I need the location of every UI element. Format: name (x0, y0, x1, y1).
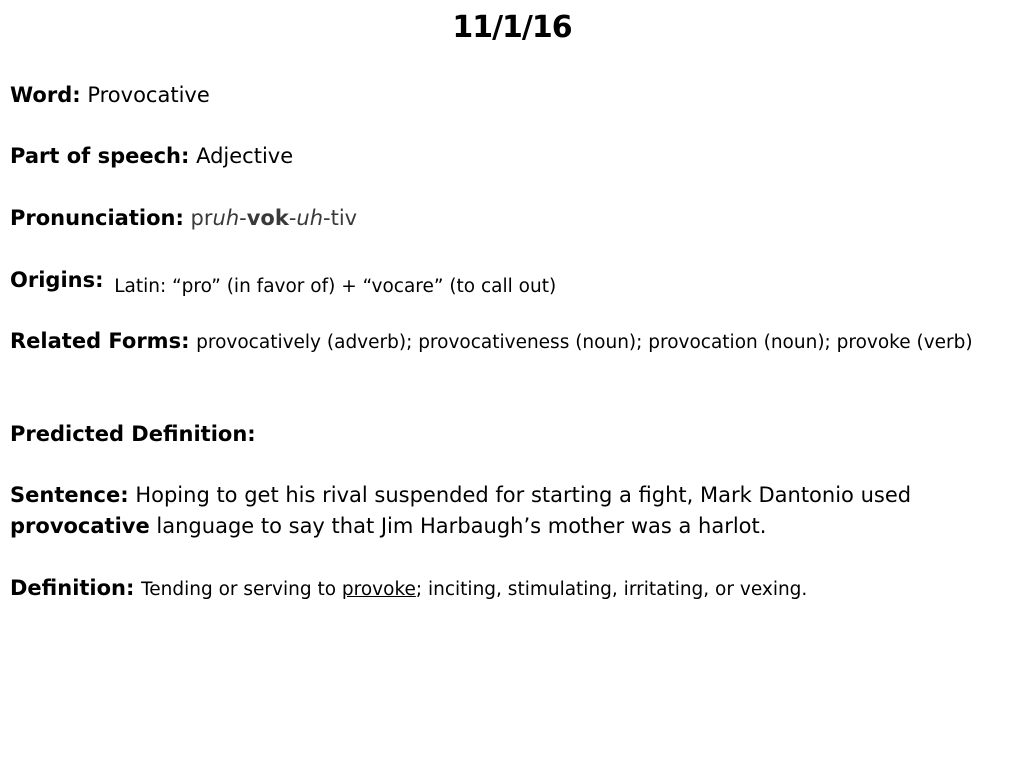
definition-label: Definition: (10, 576, 135, 600)
origins-value: Latin: “pro” (in favor of) + “vocare” (to call out) (114, 276, 557, 297)
pron-part-stressed: vok (246, 206, 289, 230)
definition-text (141, 579, 807, 600)
definition-text-after: ; inciting, stimulating, irritating, or vexing. (415, 579, 808, 600)
sentence-row (10, 480, 1015, 542)
related-forms-label: Related Forms: (10, 329, 190, 353)
pron-part: - (239, 206, 247, 230)
word-label: Word: (10, 83, 81, 107)
sentence-text-after: language to say that Jim Harbaugh’s mother was a harlot. (156, 514, 767, 538)
pronunciation-row (10, 203, 1015, 234)
related-forms-row (10, 326, 1015, 358)
related-forms-value: provocatively (adverb); provocativeness (noun); provocation (noun); provoke (verb) (196, 332, 973, 353)
origins-label: Origins: (10, 268, 104, 292)
definition-text-before: Tending or serving to (141, 579, 337, 600)
pron-part-unstressed: uh (212, 206, 240, 230)
pron-part-unstressed: uh (296, 206, 324, 230)
predicted-definition-label: Predicted Definition: (10, 422, 256, 446)
word-row (10, 80, 1015, 111)
pron-part: -tiv (323, 206, 358, 230)
predicted-definition-row (10, 419, 1015, 450)
part-of-speech-value: Adjective (196, 144, 294, 168)
word-value: Provocative (87, 83, 210, 107)
origins-row (10, 265, 1015, 297)
sentence-text-before: Hoping to get his rival suspended for starting a fight, Mark Dantonio used (135, 483, 912, 507)
pronunciation-value (191, 206, 358, 230)
sentence-label: Sentence: (10, 483, 129, 507)
part-of-speech-label: Part of speech: (10, 144, 190, 168)
definition-row (10, 573, 1015, 605)
sentence-keyword: provocative (10, 514, 150, 538)
pronunciation-label: Pronunciation: (10, 206, 184, 230)
part-of-speech-row (10, 141, 1015, 172)
pron-part: pr (190, 206, 213, 230)
definition-underlined-word: provoke (341, 579, 416, 600)
slide-date-title: 11/1/16 (452, 10, 572, 45)
pron-part: - (288, 206, 297, 230)
